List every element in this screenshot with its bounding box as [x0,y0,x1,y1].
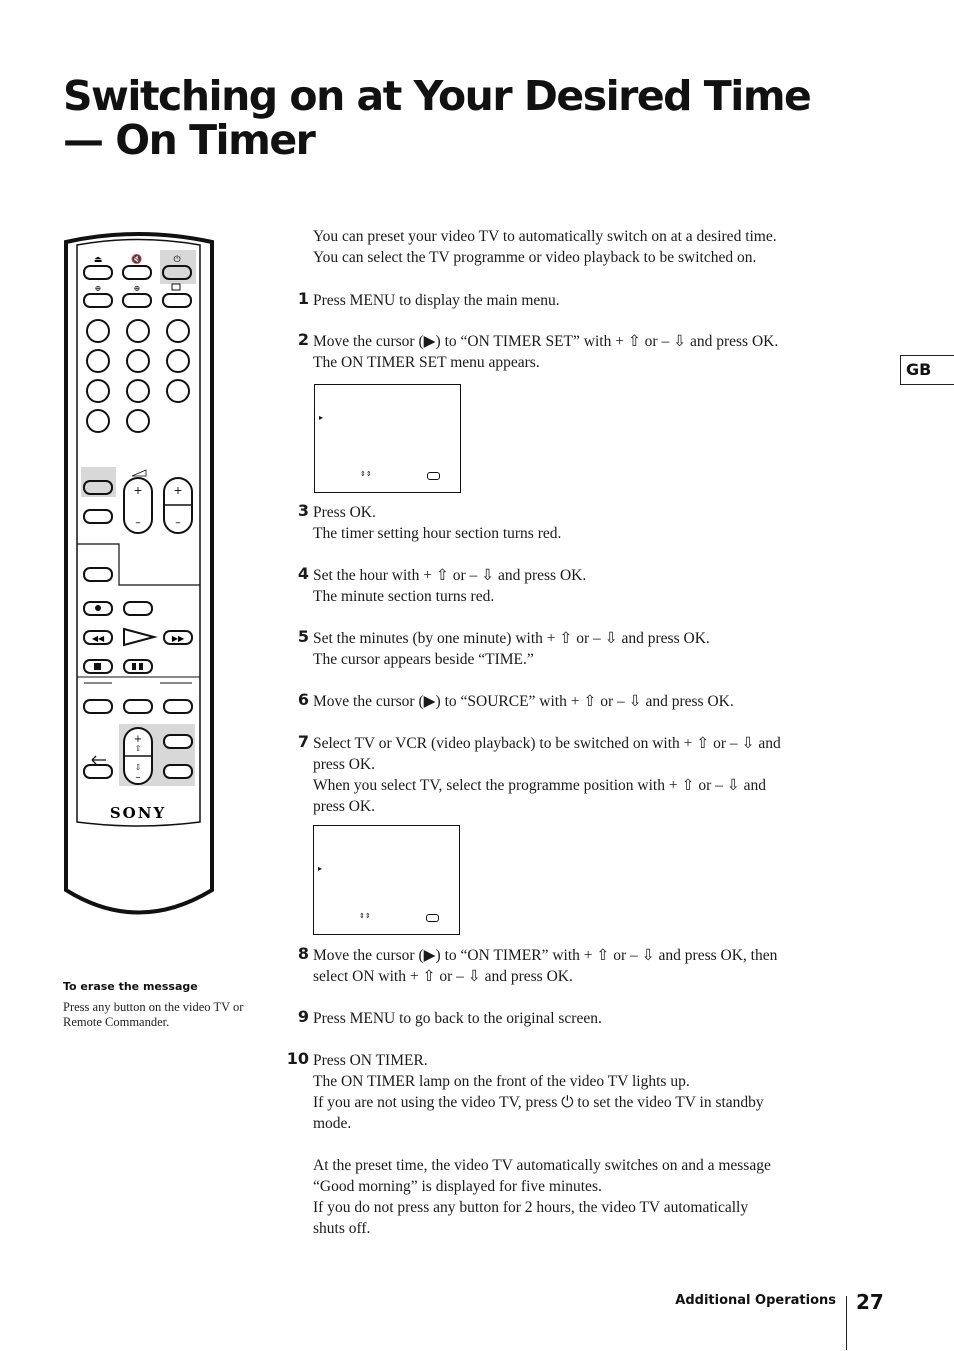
step-blank-line [313,1134,853,1155]
step-line: When you select TV, select the programme position with + ⇧ or – ⇩ and [313,777,766,794]
svg-text:◀◀: ◀◀ [91,634,105,643]
step-line: select ON with + ⇧ or – ⇩ and press OK. [313,968,573,985]
step-line: shuts off. [313,1220,371,1237]
step-line: press OK. [313,798,375,815]
step-line: At the preset time, the video TV automatically switches on and a message [313,1157,771,1174]
svg-text:–: – [135,516,141,529]
step-number: 7 [297,732,309,751]
remote-commander-illustration [60,230,220,930]
step-line: Set the hour with + ⇧ or – ⇩ and press OK. [313,567,587,584]
step-line: If you do not press any button for 2 hours, the video TV automatically [313,1199,749,1216]
on-timer-set-screen-2 [313,825,460,935]
svg-text:–: – [135,772,141,783]
svg-text:⇧: ⇧ [134,744,142,753]
svg-text:🔇: 🔇 [131,255,143,265]
up-down-arrows-icon: ⇕⇕ [360,470,372,478]
remote-brand: SONY [109,804,167,822]
svg-text:+: + [173,484,183,497]
step-number: 1 [297,289,309,308]
svg-text:⇩: ⇩ [134,763,142,772]
cursor-icon: ▸ [319,413,324,422]
step-line: Move the cursor (▶) to “ON TIMER SET” with + ⇧ or – ⇩ and press OK. [313,333,779,350]
ok-button-icon [427,472,440,480]
title-line-2: — On Timer [63,116,315,164]
language-tab: GB [900,355,954,385]
footer-section-title: Additional Operations [675,1293,836,1308]
step-line: Press MENU to go back to the original screen. [313,1010,602,1027]
on-timer-set-screen-1 [314,384,461,493]
step-number: 10 [286,1049,309,1068]
step-number: 6 [297,690,309,709]
svg-text:⊕: ⊕ [133,284,141,293]
erase-heading: To erase the message [63,980,198,993]
step-line: The cursor appears beside “TIME.” [313,651,534,668]
title-line-1: Switching on at Your Desired Time [63,72,811,120]
intro-text [313,226,858,268]
svg-text:▶▶: ▶▶ [171,634,185,643]
step-line: Move the cursor (▶) to “ON TIMER” with + ⇧ or – ⇩ and press OK, then [313,947,778,964]
step-line: press OK. [313,756,375,773]
step-line: Move the cursor (▶) to “SOURCE” with + ⇧ or – ⇩ and press OK. [313,693,734,710]
step-line: mode. [313,1115,352,1132]
step-number: 4 [297,564,309,583]
step-line: Press ON TIMER. [313,1052,428,1069]
up-down-arrows-icon: ⇕⇕ [359,912,371,920]
svg-text:–: – [175,516,181,529]
page-number: 27 [856,1290,884,1314]
step-line: Press OK. [313,504,376,521]
step-line: Press MENU to display the main menu. [313,292,560,309]
svg-text:⊕: ⊕ [94,284,102,293]
page-title [63,74,810,162]
step-line: The ON TIMER SET menu appears. [313,354,540,371]
step-line: “Good morning” is displayed for five minutes. [313,1178,602,1195]
step-line: The timer setting hour section turns red. [313,525,562,542]
intro-line: You can select the TV programme or video playback to be switched on. [313,249,757,266]
ok-button-icon [426,914,439,922]
step-line: Select TV or VCR (video playback) to be switched on with + ⇧ or – ⇩ and [313,735,781,752]
step-line: Set the minutes (by one minute) with + ⇧ or – ⇩ and press OK. [313,630,710,647]
step-number: 2 [297,330,309,349]
svg-text:+: + [133,734,143,745]
svg-text:+: + [133,484,143,497]
intro-line: You can preset your video TV to automatically switch on at a desired time. [313,228,777,245]
step-number: 9 [297,1007,309,1026]
step-number: 8 [297,944,309,963]
step-number: 3 [297,501,309,520]
erase-text: Press any button on the video TV or Remote Commander. [63,1000,244,1029]
step-number: 5 [297,627,309,646]
step-line: If you are not using the video TV, press ⏻ to set the video TV in standby [313,1094,764,1111]
cursor-icon: ▸ [318,864,323,873]
step-line: The minute section turns red. [313,588,495,605]
svg-text:⏻: ⏻ [173,255,181,265]
footer-divider [846,1296,847,1350]
svg-text:⏏: ⏏ [93,255,103,265]
step-line: The ON TIMER lamp on the front of the video TV lights up. [313,1073,690,1090]
